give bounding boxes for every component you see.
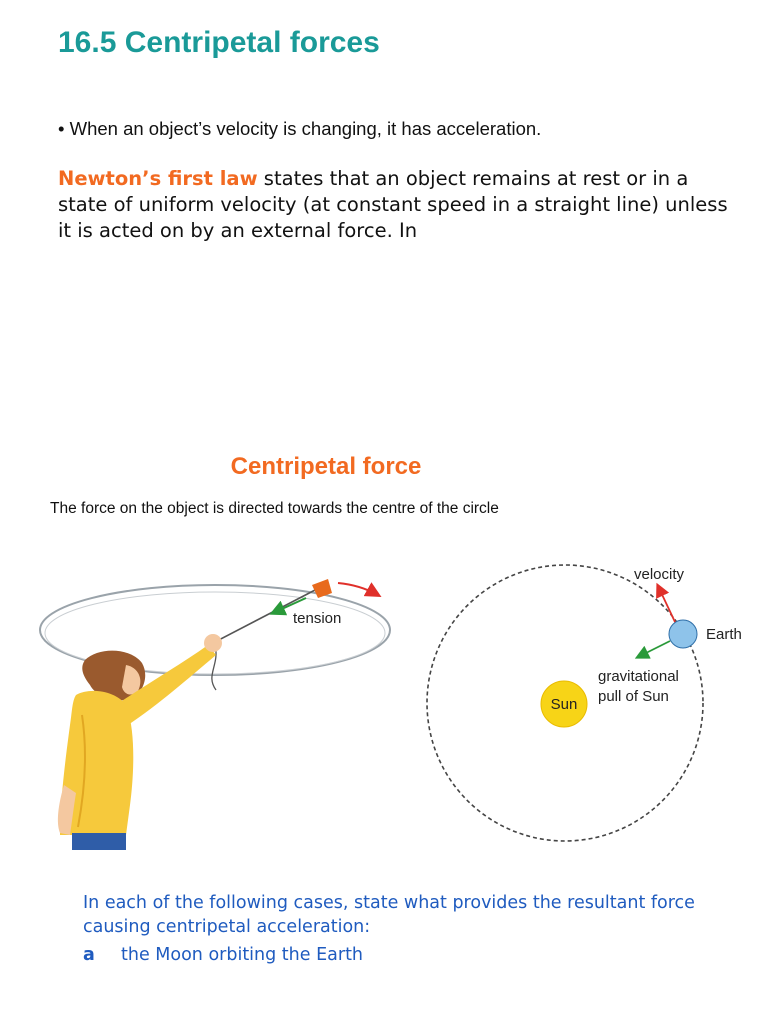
newtons-law-text: states that an object remains at rest or in a state of uniform velocity (at constant speed in a straight line) unless it is acted on by an external force. In <box>58 167 728 242</box>
item-text: the Moon orbiting the Earth <box>121 945 364 965</box>
newtons-first-law-term: Newton’s first law <box>58 167 258 190</box>
question-item-a <box>83 945 363 965</box>
section-heading: Centripetal force <box>230 453 422 480</box>
orbit-diagram <box>418 555 748 855</box>
velocity-label: velocity <box>634 566 685 583</box>
section-caption: The force on the object is directed towards the centre of the circle <box>50 500 499 517</box>
tension-illustration <box>30 565 405 850</box>
girl-figure <box>58 634 222 850</box>
question-prompt: In each of the following cases, state what provides the resultant force causing centripetal acceleration: <box>83 893 695 937</box>
page-title: 16.5 Centripetal forces <box>58 26 380 59</box>
sun-label: Sun <box>550 696 578 713</box>
bullet-point: • When an object’s velocity is changing, it has acceleration. <box>58 118 542 139</box>
velocity-arrow <box>338 583 378 595</box>
tension-label: tension <box>293 610 342 627</box>
gravity-label-line2: pull of Sun <box>598 688 669 705</box>
newtons-law-paragraph <box>58 166 738 244</box>
earth <box>669 620 697 648</box>
earth-label: Earth <box>706 626 742 643</box>
item-letter: a <box>83 945 95 965</box>
gravity-label-line1: gravitational <box>598 668 679 685</box>
